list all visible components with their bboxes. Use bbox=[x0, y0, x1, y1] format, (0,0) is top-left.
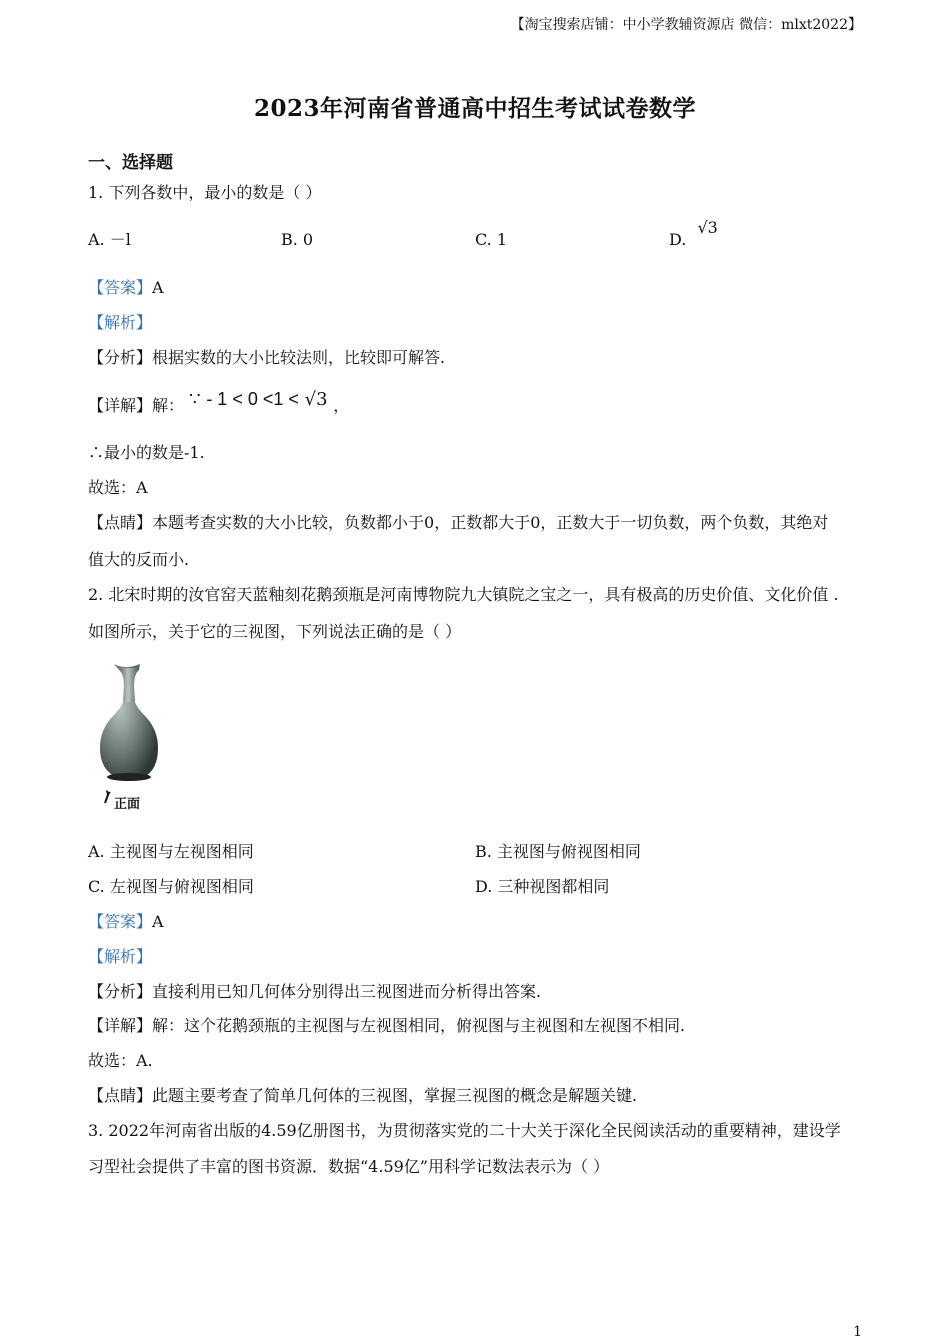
q1-choose: 故选：A bbox=[88, 478, 148, 497]
fenxi-text: 直接利用已知几何体分别得出三视图进而分析得出答案. bbox=[152, 982, 542, 1001]
q2-analysis-label: 【解析】 bbox=[88, 947, 153, 966]
q2-stem-line2: 如图所示，关于它的三视图，下列说法正确的是（ ） bbox=[88, 622, 462, 641]
front-label: 正面 bbox=[114, 797, 141, 812]
vase-image bbox=[94, 662, 164, 812]
comment-label: 【点睛】 bbox=[88, 1086, 153, 1105]
inequality bbox=[189, 389, 333, 410]
q2-option-b: B. 主视图与俯视图相同 bbox=[475, 842, 641, 861]
answer-label: 【答案】 bbox=[88, 912, 153, 931]
vase-figure bbox=[94, 662, 164, 812]
q2-detail bbox=[88, 1016, 685, 1036]
answer-value: A bbox=[152, 912, 164, 931]
q1-therefore: ∴最小的数是-1. bbox=[88, 443, 205, 462]
fenxi-text: 根据实数的大小比较法则，比较即可解答. bbox=[152, 348, 446, 367]
fenxi-label: 【分析】 bbox=[88, 982, 153, 1001]
detail-text: 解：这个花鹅颈瓶的主视图与左视图相同，俯视图与主视图和左视图不相同. bbox=[152, 1016, 686, 1035]
comment-text: 此题主要考查了简单几何体的三视图，掌握三视图的概念是解题关键. bbox=[152, 1086, 638, 1105]
q2-answer bbox=[88, 912, 164, 932]
inequality-chain: - 1 < 0 <1 < bbox=[206, 389, 299, 409]
inequality-suffix: ， bbox=[333, 396, 350, 415]
q2-option-a: A. 主视图与左视图相同 bbox=[88, 842, 254, 861]
q1-stem: 1. 下列各数中，最小的数是（ ） bbox=[88, 183, 322, 202]
q1-option-b: B. 0 bbox=[281, 230, 314, 249]
detail-prefix: 解： bbox=[152, 396, 185, 415]
q3-stem-line2: 习型社会提供了丰富的图书资源．数据“4.59亿”用科学记数法表示为（ ） bbox=[88, 1157, 610, 1176]
comment-text: 本题考查实数的大小比较，负数都小于0，正数都大于0，正数大于一切负数，两个负数，其绝对 bbox=[152, 513, 829, 532]
page-number: 1 bbox=[853, 1324, 862, 1340]
q2-fenxi bbox=[88, 982, 541, 1002]
sqrt-sign-icon: √ bbox=[304, 389, 317, 410]
q2-stem-line1: 2. 北宋时期的汝官窑天蓝釉刻花鹅颈瓶是河南博物院九大镇院之宝之一，具有极高的历史价值、文化价值 . bbox=[88, 585, 839, 604]
comment-label: 【点睛】 bbox=[88, 513, 153, 532]
q1-fenxi bbox=[88, 348, 445, 368]
section-heading: 一、选择题 bbox=[88, 153, 173, 173]
page-title: 2023年河南省普通高中招生考试试卷数学 bbox=[253, 95, 696, 122]
header-note: 【淘宝搜索店铺：中小学教辅资源店 微信：mlxt2022】 bbox=[510, 17, 862, 33]
q2-option-c: C. 左视图与俯视图相同 bbox=[88, 877, 254, 896]
q1-analysis-label: 【解析】 bbox=[88, 313, 153, 332]
q1-option-d bbox=[669, 218, 718, 250]
because-symbol: ∵ bbox=[189, 389, 201, 410]
q1-detail bbox=[88, 389, 350, 416]
q1-comment-cont: 值大的反而小. bbox=[88, 550, 190, 569]
sqrt-three bbox=[697, 218, 717, 237]
q2-option-d: D. 三种视图都相同 bbox=[475, 877, 610, 896]
detail-label: 【详解】 bbox=[88, 396, 153, 415]
sqrt-radicand: 3 bbox=[316, 389, 328, 410]
fenxi-label: 【分析】 bbox=[88, 348, 153, 367]
q1-answer bbox=[88, 278, 164, 298]
q1-option-c: C. 1 bbox=[475, 230, 508, 249]
q1-comment bbox=[88, 513, 828, 533]
q2-choose: 故选：A. bbox=[88, 1051, 153, 1070]
sqrt-sign-icon: √ bbox=[697, 218, 708, 237]
q2-comment bbox=[88, 1086, 637, 1106]
detail-label: 【详解】 bbox=[88, 1016, 153, 1035]
answer-label: 【答案】 bbox=[88, 278, 153, 297]
sqrt-radicand: 3 bbox=[707, 218, 718, 237]
answer-value: A bbox=[152, 278, 164, 297]
q1-option-a: A. －l bbox=[88, 230, 131, 249]
q1-option-d-prefix: D. bbox=[669, 230, 687, 249]
q3-stem-line1: 3. 2022年河南省出版的4.59亿册图书，为贯彻落实党的二十大关于深化全民阅读活动的重要精神，建设学 bbox=[88, 1121, 841, 1140]
